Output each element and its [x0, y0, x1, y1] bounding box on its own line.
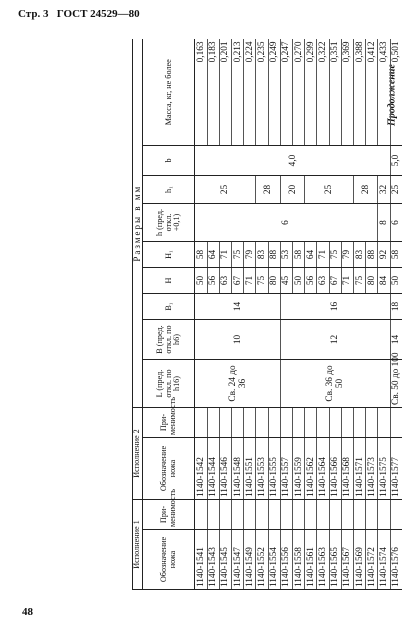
cell-h: 6 [195, 204, 378, 242]
col-applicability-1: При-менимость [143, 500, 195, 530]
cell-L: Св. 50 до 100 [390, 360, 402, 408]
cell-H1: 75 [329, 242, 341, 268]
col-h: h (пред. откл. +0,1) [143, 204, 195, 242]
cell-B: 10 [195, 320, 280, 360]
col-H: H [143, 268, 195, 294]
cell-designation-2: 1140-1546 [219, 438, 231, 500]
cell-H: 56 [207, 268, 219, 294]
cell-H: 80 [366, 268, 378, 294]
col-H1: H₁ [143, 242, 195, 268]
cell-mass: 0,270 [293, 39, 305, 145]
cell-designation-1: 1140-1556 [280, 530, 292, 590]
col-designation-2: Обозначение ножа [143, 438, 195, 500]
cell-B: 12 [280, 320, 390, 360]
cell-designation-2: 1140-1573 [366, 438, 378, 500]
cell-H1: 88 [366, 242, 378, 268]
page-header [18, 8, 140, 20]
cell-L: Св. 36 до 50 [280, 360, 390, 408]
cell-L: Св. 24 до 36 [195, 360, 280, 408]
page-label: Стр. 3 [18, 8, 49, 20]
cell-H1: 88 [268, 242, 280, 268]
cell-designation-1: 1140-1547 [232, 530, 244, 590]
cell-h: 8 [378, 204, 390, 242]
cell-mass: 0,201 [219, 39, 231, 145]
col-h1: h₁ [143, 176, 195, 204]
cell-mass: 0,322 [317, 39, 329, 145]
continuation-label: Продолжение [386, 64, 398, 126]
cell-H: 56 [305, 268, 317, 294]
cell-designation-2: 1140-1553 [256, 438, 268, 500]
cell-designation-1: 1140-1552 [256, 530, 268, 590]
col-L: L (пред. откл. по h16) [143, 360, 195, 408]
cell-mass: 0,213 [232, 39, 244, 145]
cell-designation-2: 1140-1568 [341, 438, 353, 500]
cell-H1: 71 [317, 242, 329, 268]
cell-designation-2: 1140-1577 [390, 438, 402, 500]
cell-designation-2: 1140-1566 [329, 438, 341, 500]
cell-H: 71 [341, 268, 353, 294]
cell-designation-2: 1140-1542 [195, 438, 207, 500]
cell-mass: 0,299 [305, 39, 317, 145]
cell-designation-1: 1140-1561 [305, 530, 317, 590]
cell-mass: 0,247 [280, 39, 292, 145]
cell-h1: 25 [390, 176, 402, 204]
cell-mass: 0,163 [195, 39, 207, 145]
cell-designation-1: 1140-1576 [390, 530, 402, 590]
cell-designation-1: 1140-1545 [219, 530, 231, 590]
cell-B: 14 [390, 320, 402, 360]
cell-designation-2: 1140-1562 [305, 438, 317, 500]
cell-h1: 25 [305, 176, 354, 204]
cell-designation-1: 1140-1554 [268, 530, 280, 590]
cell-h1: 32 [378, 176, 390, 204]
cell-designation-1: 1140-1565 [329, 530, 341, 590]
cell-H1: 58 [390, 242, 402, 268]
cell-H: 63 [317, 268, 329, 294]
group-header-1: Исполнение 1 [133, 500, 143, 590]
cell-H1: 71 [219, 242, 231, 268]
cell-designation-1: 1140-1541 [195, 530, 207, 590]
cell-H: 80 [268, 268, 280, 294]
col-B1: B₁ [143, 294, 195, 320]
cell-designation-2: 1140-1555 [268, 438, 280, 500]
cell-b: 4,0 [195, 146, 390, 176]
cell-mass: 0,249 [268, 39, 280, 145]
sizes-header: Размеры в мм [133, 39, 143, 407]
cell-H: 67 [232, 268, 244, 294]
cell-mass: 0,501 [390, 39, 402, 145]
cell-H1: 79 [244, 242, 256, 268]
cell-H1: 64 [207, 242, 219, 268]
cell-H: 45 [280, 268, 292, 294]
cell-designation-1: 1140-1569 [354, 530, 366, 590]
dimensions-table [132, 39, 402, 590]
col-B: B (пред. откл. по h6) [143, 320, 195, 360]
cell-H: 75 [354, 268, 366, 294]
cell-h: 6 [390, 204, 402, 242]
cell-designation-1: 1140-1572 [366, 530, 378, 590]
cell-h1: 25 [195, 176, 256, 204]
standard-label: ГОСТ 24529—80 [56, 8, 140, 20]
cell-designation-1: 1140-1567 [341, 530, 353, 590]
cell-H1: 58 [293, 242, 305, 268]
cell-H: 50 [293, 268, 305, 294]
cell-designation-2: 1140-1548 [232, 438, 244, 500]
cell-designation-2: 1140-1571 [354, 438, 366, 500]
cell-mass: 0,224 [244, 39, 256, 145]
cell-h1: 28 [256, 176, 280, 204]
cell-mass: 0,388 [354, 39, 366, 145]
cell-designation-1: 1140-1543 [207, 530, 219, 590]
cell-H: 67 [329, 268, 341, 294]
col-mass: Масса, кг, не более [143, 39, 195, 145]
cell-designation-2: 1140-1544 [207, 438, 219, 500]
rotated-table-container [132, 40, 402, 590]
cell-H1: 53 [280, 242, 292, 268]
cell-H: 84 [378, 268, 390, 294]
cell-designation-2: 1140-1559 [293, 438, 305, 500]
cell-B1: 14 [195, 294, 280, 320]
cell-h1: 20 [280, 176, 304, 204]
cell-mass: 0,183 [207, 39, 219, 145]
cell-mass: 0,412 [366, 39, 378, 145]
cell-designation-1: 1140-1574 [378, 530, 390, 590]
cell-B1: 18 [390, 294, 402, 320]
cell-H1: 64 [305, 242, 317, 268]
cell-H1: 83 [256, 242, 268, 268]
cell-H1: 83 [354, 242, 366, 268]
col-designation-1: Обозначение ножа [143, 530, 195, 590]
cell-b: 5,0 [390, 146, 402, 176]
page-number: 48 [22, 606, 33, 618]
cell-designation-1: 1140-1549 [244, 530, 256, 590]
table-row [195, 39, 207, 589]
cell-H: 71 [244, 268, 256, 294]
cell-H: 75 [256, 268, 268, 294]
table-row [280, 39, 292, 589]
cell-H1: 75 [232, 242, 244, 268]
cell-H: 50 [390, 268, 402, 294]
cell-H1: 58 [195, 242, 207, 268]
cell-mass: 0,235 [256, 39, 268, 145]
cell-H1: 79 [341, 242, 353, 268]
cell-designation-2: 1140-1557 [280, 438, 292, 500]
cell-mass: 0,369 [341, 39, 353, 145]
cell-mass: 0,351 [329, 39, 341, 145]
cell-H: 63 [219, 268, 231, 294]
table-row [390, 39, 402, 589]
col-applicability-2: При-менимость [143, 408, 195, 438]
cell-h1: 28 [354, 176, 378, 204]
cell-designation-1: 1140-1563 [317, 530, 329, 590]
cell-designation-2: 1140-1551 [244, 438, 256, 500]
cell-designation-2: 1140-1575 [378, 438, 390, 500]
cell-designation-1: 1140-1558 [293, 530, 305, 590]
col-b: b [143, 146, 195, 176]
cell-H: 50 [195, 268, 207, 294]
group-header-2: Исполнение 2 [133, 408, 143, 500]
cell-designation-2: 1140-1564 [317, 438, 329, 500]
cell-mass: 0,433 [378, 39, 390, 145]
cell-B1: 16 [280, 294, 390, 320]
cell-H1: 92 [378, 242, 390, 268]
